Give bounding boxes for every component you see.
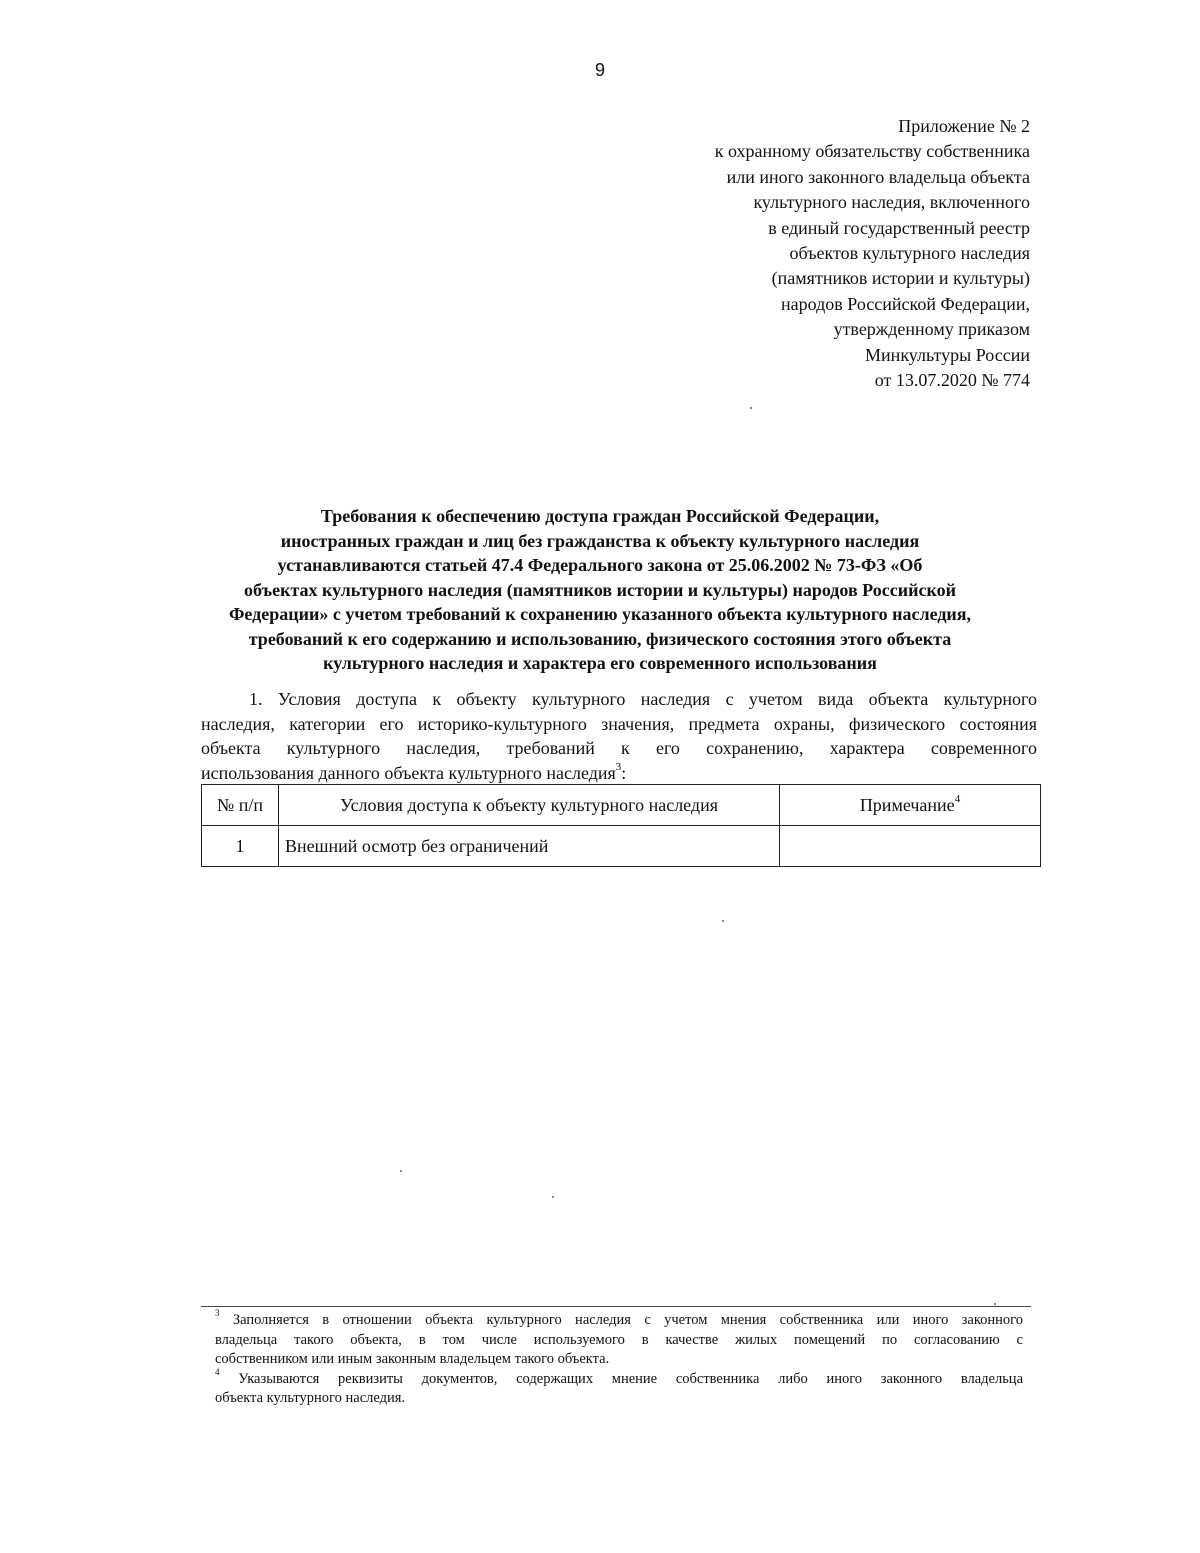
appendix-line: (памятников истории и культуры) [771,268,1030,289]
appendix-line: утвержденному приказом [833,319,1030,340]
footnote-marker: 3 [215,1308,220,1319]
access-conditions-table [201,784,1041,867]
title-line: Требования к обеспечению доступа граждан Российской Федерации, [320,506,880,526]
row-note [780,826,1041,867]
footnote-line [215,1366,1024,1390]
document-title [160,504,1040,676]
appendix-line: или иного законного владельца объекта [726,166,1030,187]
row-num: 1 [202,826,279,867]
footnote-line: собственником или иным законным владельцем такого объекта. [215,1351,610,1367]
title-line: устанавливаются статьей 47.4 Федерального закона от 25.06.2002 № 73-ФЗ «Об [277,555,923,575]
footnote-4 [215,1366,1024,1409]
footnote-ref-4[interactable]: 4 [954,792,961,805]
appendix-line: объектов культурного наследия [789,243,1030,264]
scan-speck [750,407,752,409]
appendix-line: к охранному обязательству собственника [714,141,1030,162]
appendix-line: в единый государственный реестр [768,217,1030,238]
footnote-3 [215,1308,1024,1370]
appendix-line: культурного наследия, включенного [753,192,1030,213]
scan-speck [400,1170,402,1172]
footnote-ref-3[interactable]: 3 [615,760,622,773]
title-line: культурного наследия и характера его современного использования [323,653,877,673]
footnote-text: Указываются реквизиты документов, содержащих мнение собственника либо иного законного владельца [238,1370,1024,1387]
access-conditions-paragraph [201,687,1037,785]
paragraph-line: использования данного объекта культурного наследия [201,762,616,783]
header-condition: Условия доступа к объекту культурного наследия [279,785,780,826]
paragraph-line: наследия, категории его историко-культурного значения, предмета охраны, физического состояния [201,713,1037,734]
appendix-block [715,114,1030,393]
footnotes [215,1308,1024,1409]
footnote-line: объекта культурного наследия. [215,1390,406,1406]
paragraph-line: 1. Условия доступа к объекту культурного наследия с учетом вида объекта культурного [249,689,1037,709]
footnote-marker: 4 [215,1366,220,1377]
footnote-text: Заполняется в отношении объекта культурного наследия с учетом мнения собственника или иного законного [232,1312,1024,1328]
title-line: Федерации» с учетом требований к сохранению указанного объекта культурного наследия, [228,604,972,624]
header-note [780,785,1041,826]
paragraph-last-line [201,761,1037,786]
paragraph-line: объекта культурного наследия, требований к его сохранению, характера современного [201,738,1037,758]
table-row [202,826,1041,867]
scan-speck [722,920,724,922]
table-header-row [202,785,1041,826]
appendix-line: от 13.07.2020 № 774 [874,370,1030,391]
title-line: объектах культурного наследия (памятников истории и культуры) народов Российской [244,579,956,600]
scan-speck [994,1303,996,1305]
footnote-line [215,1308,1024,1331]
scan-speck [552,1196,554,1198]
row-condition: Внешний осмотр без ограничений [279,826,780,867]
footnote-line: владельца такого объекта, в том числе используемого в качестве жилых помещений по согласованию с [215,1331,1023,1348]
footnote-separator [201,1306,1031,1307]
title-line: требований к его содержанию и использованию, физического состояния этого объекта [248,628,952,649]
page-number: 9 [594,60,605,80]
header-note-label: Примечание [859,794,955,815]
header-num: № п/п [202,785,279,826]
appendix-line: Приложение № 2 [898,116,1030,136]
appendix-line: народов Российской Федерации, [781,293,1030,314]
title-line: иностранных граждан и лиц без гражданства к объекту культурного наследия [280,530,920,551]
paragraph-end: : [621,762,627,783]
appendix-line: Минкультуры России [865,344,1030,365]
